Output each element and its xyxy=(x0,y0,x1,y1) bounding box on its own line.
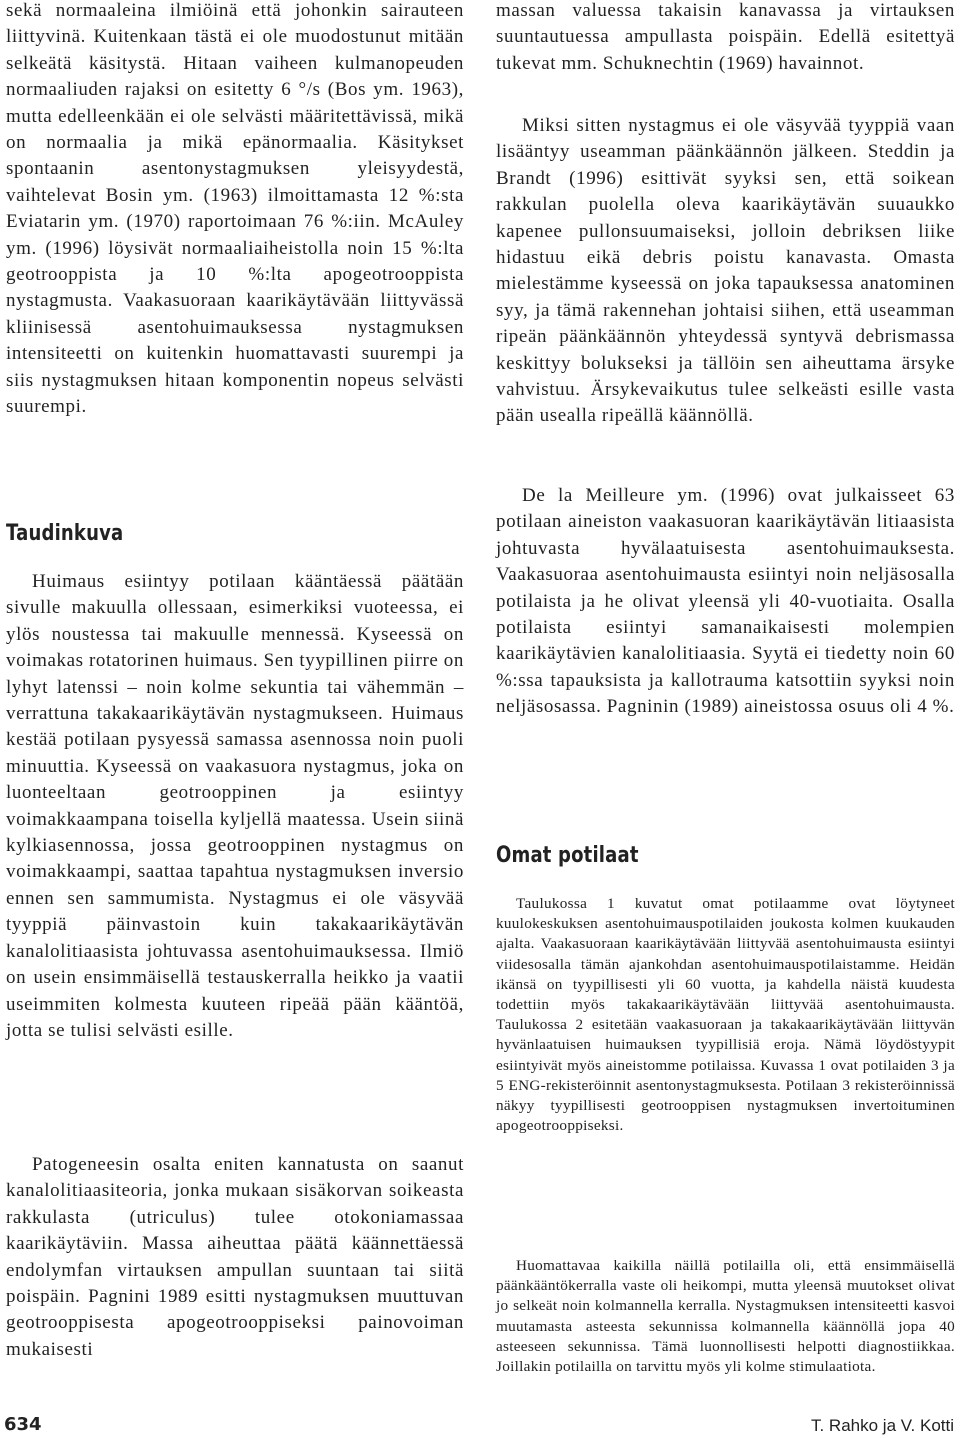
paragraph-taudinkuva: Huimaus esiintyy potilaan kääntäessä päätään sivulle makuulla ollessaan, esimerkiksi vuoteessa, ei ylös noustessa tai makuulle mennessä. Kyseessä on voimakas rotatorinen huimaus. Sen tyypillinen piirre on lyhyt latenssi – noin kolme sekuntia tai vähemmän – verrattuna takakaarikäytävän nystagmukseen. Huimaus kestää potilaan pysyessä samassa asennossa noin puoli minuuttia. Kyseessä on vaakasuora nystagmus, joka on luonteeltaan geotrooppinen ja esiintyy voimakkaampana toisella kyljellä maatessa. Usein siinä kylkiasennossa, jossa geotrooppinen nystagmus on voimakkaampi, saattaa tapahtua nystagmuksen inversio ennen sen sammumista. Nystagmus ei ole väsyvää tyyppiä päinvastoin kuin takakaarikäytävän kanalolitiaasista johtuvassa asentohuimauksessa. Ilmiö on usein ensimmäisellä testauskerralla heikko ja vaatii useimmiten kolmesta kuuteen ripeää pään kääntöä, jotta se tulisi selvästi esille. xyxy=(6,571,464,1041)
paragraph-patogeneesi: Patogeneesin osalta eniten kannatusta on saanut kanalolitiaasiteoria, jonka mukaan sisäkorvan soikeasta rakkulasta (utriculus) tulee otokoniamassaa kaarikäytäviin. Massa aiheuttaa päätä käännettäessä endolymfan virtauksen ampullan suuntaan tai siitä poispäin. Pagnini 1989 esitti nystagmuksen muuttuvan geotrooppisesta apogeotrooppiseksi painovoiman mukaisesti xyxy=(6,1154,464,1360)
heading-taudinkuva: Taudinkuva xyxy=(6,521,124,546)
paragraph-taulukossa: Taulukossa 1 kuvatut omat potilaamme ovat löytyneet kuulokeskuksen asentohuimauspotilaiden joukosta kolmen kuukauden ajalta. Vaakasuoraan kaarikäytävään liittyvää asentohuimausta esiintyi viidesosalla tämän ajankohdan asentohuimauspotilaistamme. Heidän ikänsä on tyypillisesti yli 60 vuotta, ja kahdella näistä kuudesta todettiin myös takakaarikäytävään liittyvää asentohuimausta. Taulukossa 2 esitetään vaakasuoraan ja takakaarikäytävään liittyvän hyvänlaatuisen huimauksen tyypillisiä eroja. Nämä löydöstyypit esiintyivät myös aineistomme potilaissa. Kuvassa 1 ovat potilaiden 3 ja 5 ENG-rekisteröinnit asentonystagmuksesta. Potilaan 3 rekisteröinnissä näkyy tyypillisesti geotrooppisen nystagmuksen invertoituminen apogeotrooppiseksi. xyxy=(496,895,955,1135)
paragraph-de-la-meilleure: De la Meilleure ym. (1996) ovat julkaisseet 63 potilaan aineiston vaakasuoran kaarikäytävän litiaasista johtuvasta hyvälaatuisesta asentohuimauksesta. Vaakasuoraa asentohuimausta esiintyi noin neljäsosalla potilaista ja he olivat yleensä yli 40-vuotiaita. Osalla potilaista esiintyi samanaikaisesti molempien kaarikäytävien kanalolitiaasia. Syytä ei tiedetty noin 60 %:ssa tapauksista ja kallotrauma katsottiin syyksi noin neljäsosassa. Pagninin (1989) aineistossa osuus oli 4 %. xyxy=(496,485,955,718)
running-footer-authors: T. Rahko ja V. Kotti xyxy=(810,1416,954,1435)
heading-omat-potilaat: Omat potilaat xyxy=(496,843,639,868)
paragraph-miksi: Miksi sitten nystagmus ei ole väsyvää tyyppiä vaan lisääntyy useamman päänkäännön jälkeen. Steddin ja Brandt (1996) esittivät syyksi sen, että soikean rakkulan puolella oleva kaarikäytävän suuaukko kapenee pullonsuumaiseksi, jolloin debriksen liike hidastuu eikä debris poistu kanavasta. Omasta mielestämme kyseessä on joka tapauksessa anatominen syy, ja tämä rakennehan johtaisi siihen, että useamman ripeän päänkäännön yhteydessä syntyvä debrismassa keskittyy bolukseksi ja tällöin sen aiheuttama ärsyke vahvistuu. Ärsykevaikutus tulee selkeästi esille vasta pään usealla ripeällä käännöllä. xyxy=(496,115,955,427)
page-number: 634 xyxy=(4,1414,42,1435)
paragraph-intro: sekä normaaleina ilmiöinä että johonkin sairauteen liittyvinä. Kuitenkaan tästä ei ole muodostunut mitään selkeätä käsitystä. Hitaan vaiheen kulmanopeuden normaaliuden rajaksi on esitetty 6 °/s (Bos ym. 1963), mutta edelleenkään ei ole selvästi määritettävissä, mikä on normaalia ja mikä epänormaalia. Käsitykset spontaanin asentonystagmuksen yleisyydestä, vaihtelevat Bosin ym. (1963) ilmoittamasta 12 %:sta Eviatarin ym. (1970) raportoimaan 76 %:iin. McAuley ym. (1996) löysivät normaaliaiheistolla noin 15 %:lta geotrooppista ja 10 %:lta apogeotrooppista nystagmusta. Vaakasuoraan kaarikäytävään liittyvässä kliinisessä asentohuimauksessa nystagmuksen intensiteetti on kuitenkin huomattavasti suurempi ja siis nystagmuksen hitaan komponentin nopeus selvästi suurempi. xyxy=(6,0,464,418)
paragraph-huomattavaa: Huomattavaa kaikilla näillä potilailla oli, että ensimmäisellä päänkääntökerralla vaste oli heikompi, mutta yleensä muutokset olivat jo selkeät noin kolmannella kerralla. Nystagmuksen intensiteetti kasvoi muutamasta asteesta sekunnissa kolmannella käännöllä jopa 40 asteeseen sekunnissa. Tämä luonnollisesti helpotti diagnostiikkaa. Joillakin potilailla on tarvittu myös yli kolme stimulaatiota. xyxy=(496,1257,955,1376)
paragraph-massan: massan valuessa takaisin kanavassa ja virtauksen suuntautuessa ampullasta poispäin. Edellä esitettyä tukevat mm. Schuknechtin (1969) havainnot. xyxy=(496,0,955,74)
